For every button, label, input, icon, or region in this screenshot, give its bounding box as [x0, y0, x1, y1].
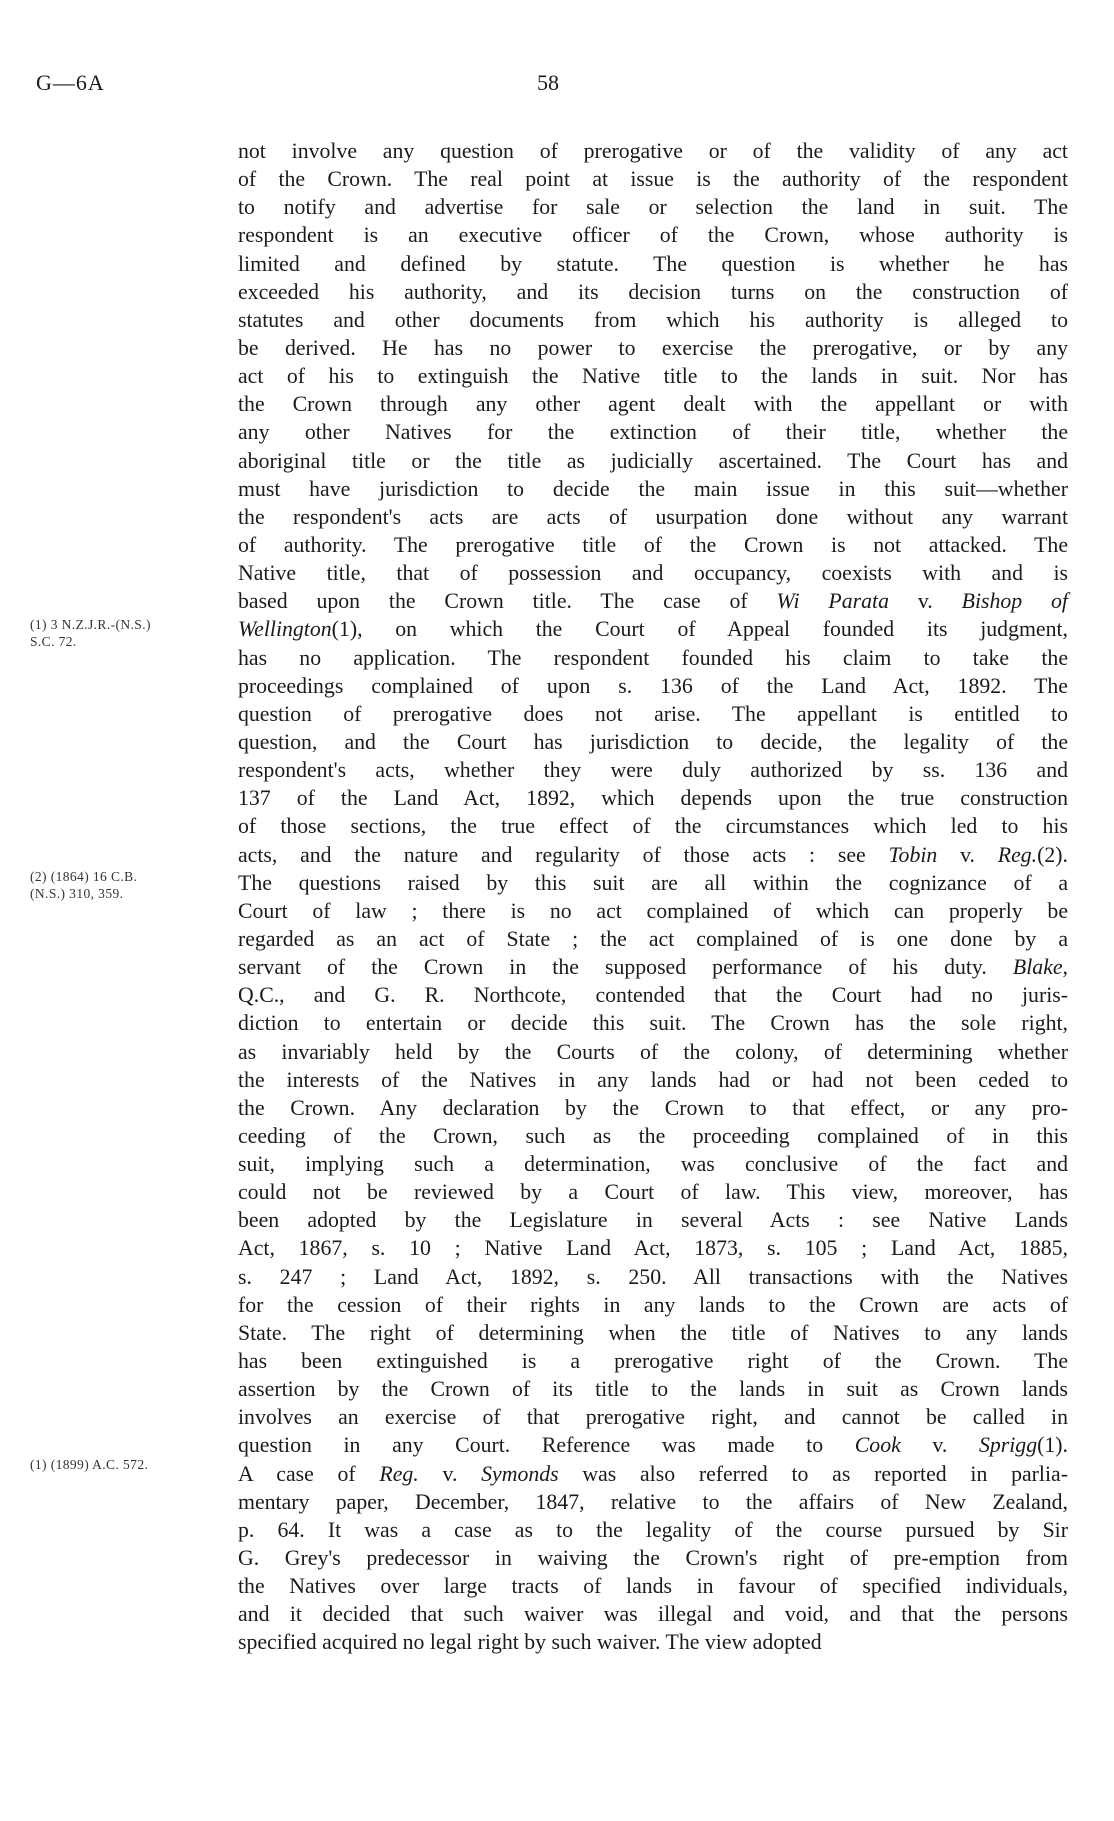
body-line: statutes and other documents from which his authority is alleged to [238, 307, 1068, 332]
body-line: the Crown through any other agent dealt with the appellant or with [238, 392, 1068, 417]
body-line: 137 of the Land Act, 1892, which depends upon the true construction [238, 786, 1068, 811]
body-line: Court of law ; there is no act complained of which can properly be [238, 898, 1068, 923]
body-line: respondent's acts, whether they were duly authorized by ss. 136 and [238, 758, 1068, 783]
body-line: question, and the Court has jurisdiction to decide, the legality of the [238, 729, 1068, 754]
body-line: to notify and advertise for sale or selection the land in suit. The [238, 195, 1068, 220]
body-line: A case of Reg. v. Symonds was also referred to as reported in parlia- [238, 1461, 1068, 1486]
body-line: proceedings complained of upon s. 136 of the Land Act, 1892. The [238, 673, 1068, 698]
body-line: as invariably held by the Courts of the colony, of determining whether [238, 1039, 1068, 1064]
margin-note [30, 868, 137, 902]
body-line: any other Natives for the extinction of their title, whether the [238, 420, 1068, 445]
margin-note-line: (N.S.) 310, 359. [30, 886, 124, 901]
body-line: G. Grey's predecessor in waiving the Crown's right of pre-emption from [238, 1546, 1068, 1571]
body-line: of those sections, the true effect of the circumstances which led to his [238, 814, 1068, 839]
body-line: respondent is an executive officer of the Crown, whose authority is [238, 223, 1068, 248]
body-line: of authority. The prerogative title of the Crown is not attacked. The [238, 532, 1068, 557]
body-line: p. 64. It was a case as to the legality of the course pursued by Sir [238, 1517, 1068, 1542]
body-line: been adopted by the Legislature in several Acts : see Native Lands [238, 1208, 1068, 1233]
body-line: and it decided that such waiver was illegal and void, and that the persons [238, 1602, 1068, 1627]
body-line: must have jurisdiction to decide the main issue in this suit—whether [238, 476, 1068, 501]
body-line: of the Crown. The real point at issue is the authority of the respondent [238, 167, 1068, 192]
body-line: regarded as an act of State ; the act complained of is one done by a [238, 926, 1068, 951]
body-line: has no application. The respondent founded his claim to take the [238, 645, 1068, 670]
body-line: based upon the Crown title. The case of Wi Parata v. Bishop of [238, 589, 1068, 614]
body-line: suit, implying such a determination, was conclusive of the fact and [238, 1152, 1068, 1177]
body-line: act of his to extinguish the Native title to the lands in suit. Nor has [238, 364, 1068, 389]
body-line: The questions raised by this suit are all within the cognizance of a [238, 870, 1068, 895]
body-line: question in any Court. Reference was made to Cook v. Sprigg(1). [238, 1433, 1068, 1458]
body-text [238, 137, 1068, 1657]
body-line: question of prerogative does not arise. The appellant is entitled to [238, 701, 1068, 726]
body-line: the Natives over large tracts of lands in favour of specified individuals, [238, 1574, 1068, 1599]
body-line: diction to entertain or decide this suit. The Crown has the sole right, [238, 1011, 1068, 1036]
body-line: the respondent's acts are acts of usurpation done without any warrant [238, 504, 1068, 529]
body-line: servant of the Crown in the supposed performance of his duty. Blake, [238, 955, 1068, 980]
margin-note-line: (2) (1864) 16 C.B. [30, 869, 138, 884]
body-line: State. The right of determining when the title of Natives to any lands [238, 1320, 1068, 1345]
body-line: exceeded his authority, and its decision turns on the construction of [238, 279, 1068, 304]
body-line: Native title, that of possession and occupancy, coexists with and is [238, 561, 1068, 586]
margin-note-line: (1) 3 N.Z.J.R.-(N.S.) [30, 617, 151, 632]
body-line: could not be reviewed by a Court of law. This view, moreover, has [238, 1180, 1068, 1205]
body-line: aboriginal title or the title as judicially ascertained. The Court has and [238, 448, 1068, 473]
body-line: the Crown. Any declaration by the Crown to that effect, or any pro- [238, 1095, 1068, 1120]
body-line: not involve any question of prerogative or of the validity of any act [238, 139, 1068, 163]
margin-note-line: (1) (1899) A.C. 572. [30, 1457, 149, 1472]
body-line: mentary paper, December, 1847, relative to the affairs of New Zealand, [238, 1489, 1068, 1514]
body-line: s. 247 ; Land Act, 1892, s. 250. All transactions with the Natives [238, 1264, 1068, 1289]
body-line: assertion by the Crown of its title to the lands in suit as Crown lands [238, 1377, 1068, 1402]
body-line: has been extinguished is a prerogative right of the Crown. The [238, 1349, 1068, 1374]
body-line: limited and defined by statute. The question is whether he has [238, 251, 1068, 276]
body-line: involves an exercise of that prerogative right, and cannot be called in [238, 1405, 1068, 1430]
margin-note [30, 616, 151, 650]
body-line: Act, 1867, s. 10 ; Native Land Act, 1873, s. 105 ; Land Act, 1885, [238, 1236, 1068, 1261]
body-line: for the cession of their rights in any lands to the Crown are acts of [238, 1292, 1068, 1317]
margin-note-line: S.C. 72. [30, 634, 77, 649]
margin-note [30, 1456, 148, 1473]
body-line: acts, and the nature and regularity of those acts : see Tobin v. Reg.(2). [238, 842, 1068, 867]
page-header-series: G—6A [36, 70, 105, 95]
body-line: specified acquired no legal right by such waiver. The view adopted [238, 1630, 822, 1655]
body-line: Wellington(1), on which the Court of Appeal founded its judgment, [238, 617, 1068, 642]
body-line: ceeding of the Crown, such as the proceeding complained of in this [238, 1123, 1068, 1148]
page-number: 58 [537, 70, 559, 95]
body-line: be derived. He has no power to exercise the prerogative, or by any [238, 335, 1068, 360]
body-line: Q.C., and G. R. Northcote, contended that the Court had no juris- [238, 983, 1068, 1008]
body-line: the interests of the Natives in any lands had or had not been ceded to [238, 1067, 1068, 1092]
